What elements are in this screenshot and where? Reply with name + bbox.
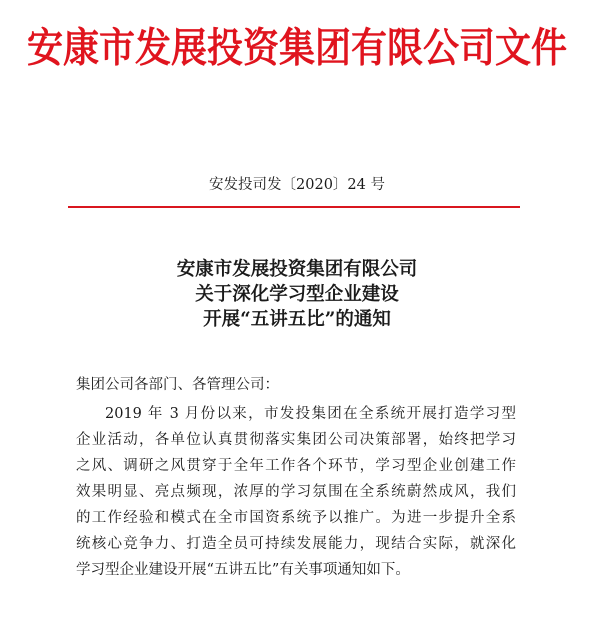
title-line-2: 关于深化学习型企业建设 [195,284,399,305]
body-line: 效果明显、亮点频现，浓厚的学习氛围在全系统蔚然成风，我们 [76,484,516,500]
body-line: 2019 年 3 月份以来，市发投集团在全系统开展打造学习型 [105,406,516,422]
body-paragraph [76,401,516,583]
title-line-3: 开展“五讲五比”的通知 [203,309,391,330]
body-line: 学习型企业建设开展“五讲五比”有关事项通知如下。 [76,562,410,578]
document-number: 安发投司发〔2020〕24 号 [209,177,385,193]
red-divider-line [68,206,520,208]
body-line: 统核心竞争力、打造全员可持续发展能力，现结合实际，就深化 [76,536,516,552]
body-line: 之风、调研之风贯穿于全年工作各个环节，学习型企业创建工作 [76,458,516,474]
title-line-1: 安康市发展投资集团有限公司 [176,259,418,280]
body-line: 的工作经验和模式在全市国资系统予以推广。为进一步提升全系 [76,510,516,526]
notice-title [0,257,594,332]
salutation: 集团公司各部门、各管理公司： [76,377,279,393]
issuer-header: 安康市发展投资集团有限公司文件 [26,24,567,72]
body-line: 企业活动，各单位认真贯彻落实集团公司决策部署，始终把学习 [76,432,516,448]
